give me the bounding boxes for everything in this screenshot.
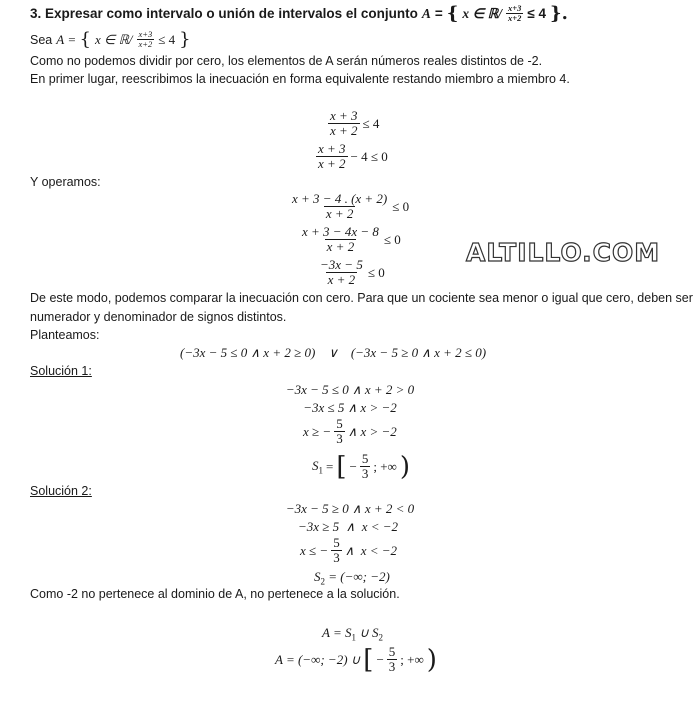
final2-bracket-open: [ (363, 644, 374, 675)
sol1-l3-den: 3 (336, 431, 343, 446)
problem-title (30, 3, 568, 24)
solution-2-label (30, 483, 92, 499)
step5-rhs: ≤ 0 (367, 264, 385, 280)
step4-den: x + 2 (326, 239, 355, 254)
sol2-line-2: −3x ≥ 5 ∧ x < −2 (298, 519, 399, 534)
final-union (322, 625, 383, 643)
sol2-l3-num: 5 (333, 535, 340, 550)
paragraph-domain-note: Como -2 no pertenece al dominio de A, no pertenece a la solución. (30, 587, 400, 601)
sea-set-name: A (56, 31, 65, 47)
sea-brace-open: { (79, 28, 91, 50)
title-frac-den: x+2 (508, 13, 522, 23)
step1-num: x + 3 (330, 108, 358, 123)
step2-num: x + 3 (318, 141, 346, 156)
sol2-s-name: S (314, 569, 321, 584)
step5-num: −3x − 5 (320, 257, 363, 272)
title-fraction (506, 4, 523, 23)
sol1-bracket-open: [ (336, 451, 347, 482)
step3-den: x + 2 (325, 206, 354, 221)
sol2-l3-den: 3 (333, 550, 340, 565)
solution-1-label-text: Solución 1: (30, 364, 92, 378)
sol1-l3-post: ∧ x > −2 (347, 423, 397, 439)
sol2-l3-pre: x ≤ − (300, 542, 329, 558)
final1-lhs: A = S (322, 625, 352, 640)
sol1-s-rest: ; +∞ (373, 458, 397, 474)
title-frac-num: x+3 (508, 3, 522, 13)
solution-2-label-text: Solución 2: (30, 484, 92, 498)
sol2-l3-post: ∧ x < −2 (344, 542, 398, 558)
paragraph-rewrite: En primer lugar, reescribimos la inecuación en forma equivalente restando miembro a miembro 4. (30, 72, 570, 86)
cases-equation: (−3x − 5 ≤ 0 ∧ x + 2 ≥ 0) ∨ (−3x − 5 ≥ 0 ∧ x + 2 ≤ 0) (180, 345, 487, 360)
sol1-s-sub: 1 (318, 465, 323, 476)
final-result (275, 645, 437, 674)
planteamos-label: Planteamos: (30, 328, 100, 342)
title-le: ≤ 4 (527, 6, 547, 21)
final1-sub1: 1 (351, 632, 356, 643)
sol1-s-name: S (312, 457, 319, 473)
title-eq: = (434, 6, 443, 21)
title-prefix: 3. Expresar como intervalo o unión de intervalos el conjunto (30, 6, 418, 21)
title-x-in-r: x ∈ ℝ/ (462, 5, 503, 21)
final2-rest: ; +∞ (400, 651, 424, 667)
sea-fraction (137, 30, 155, 49)
step2-rhs: − 4 ≤ 0 (350, 148, 388, 164)
equation-step-5 (318, 256, 385, 287)
y-operamos-label: Y operamos: (30, 175, 101, 189)
equation-step-3 (290, 190, 409, 221)
altillo-watermark: ALTILLO.COM (466, 238, 661, 267)
sea-eq: = (68, 31, 76, 47)
sol1-l3-pre: x ≥ − (303, 423, 332, 439)
sol1-s-eq: = (326, 458, 334, 474)
sol2-set (314, 569, 390, 587)
step1-den: x + 2 (330, 123, 358, 138)
sea-frac-den: x+2 (138, 39, 153, 49)
paragraph-compare-b: numerador y denominador de signos distintos. (30, 310, 287, 324)
paragraph-compare-a: De este modo, podemos comparar la inecuación con cero. Para que un cociente sea menor o igual que cero, deben ser (30, 291, 693, 305)
step2-den: x + 2 (318, 156, 346, 171)
equation-step-4 (300, 223, 401, 254)
paragraph-domain: Como no podemos dividir por cero, los elementos de A serán números reales distintos de -2. (30, 54, 543, 68)
final1-mid: ∪ S (359, 625, 379, 640)
sol2-s-rest: = (−∞; −2) (328, 569, 390, 584)
sol2-line-1: −3x − 5 ≥ 0 ∧ x + 2 < 0 (285, 501, 415, 516)
sea-frac-num: x+3 (138, 29, 153, 39)
step3-rhs: ≤ 0 (392, 198, 410, 214)
sol1-line-3 (303, 417, 397, 446)
sol1-line-2: −3x ≤ 5 ∧ x > −2 (303, 400, 397, 415)
title-brace-close: }. (550, 3, 568, 24)
sol1-line-1: −3x − 5 ≤ 0 ∧ x + 2 > 0 (285, 382, 415, 397)
step4-num: x + 3 − 4x − 8 (302, 224, 379, 239)
sol1-s-minus: − (349, 458, 357, 474)
sol1-bracket-close: ) (399, 451, 410, 482)
equation-step-2 (316, 140, 388, 171)
sol1-l3-num: 5 (336, 416, 343, 431)
sol1-s-num: 5 (361, 451, 369, 466)
final2-den: 3 (388, 659, 396, 674)
sea-brace-close: } (179, 28, 191, 50)
equation-step-1 (328, 107, 379, 138)
step1-rhs: ≤ 4 (362, 115, 380, 131)
sol1-set (312, 452, 410, 481)
title-set-name: A (421, 5, 431, 21)
sea-x-in-r: x ∈ ℝ/ (95, 31, 133, 47)
final2-bracket-close: ) (426, 644, 437, 675)
step4-rhs: ≤ 0 (383, 231, 401, 247)
title-brace-open: { (446, 3, 459, 24)
final2-lhs: A = (−∞; −2) ∪ (275, 651, 361, 667)
step3-num: x + 3 − 4 . (x + 2) (292, 191, 388, 206)
final2-num: 5 (388, 644, 396, 659)
solution-1-label (30, 363, 92, 379)
final1-sub2: 2 (378, 632, 383, 643)
step5-den: x + 2 (327, 272, 356, 287)
sea-line (30, 30, 191, 49)
sol2-s-sub: 2 (320, 576, 325, 587)
sol1-s-den: 3 (361, 466, 369, 481)
sol2-line-3 (300, 536, 397, 565)
final2-minus: − (376, 651, 384, 667)
sea-prefix: Sea (30, 32, 53, 47)
sea-le: ≤ 4 (158, 31, 176, 47)
